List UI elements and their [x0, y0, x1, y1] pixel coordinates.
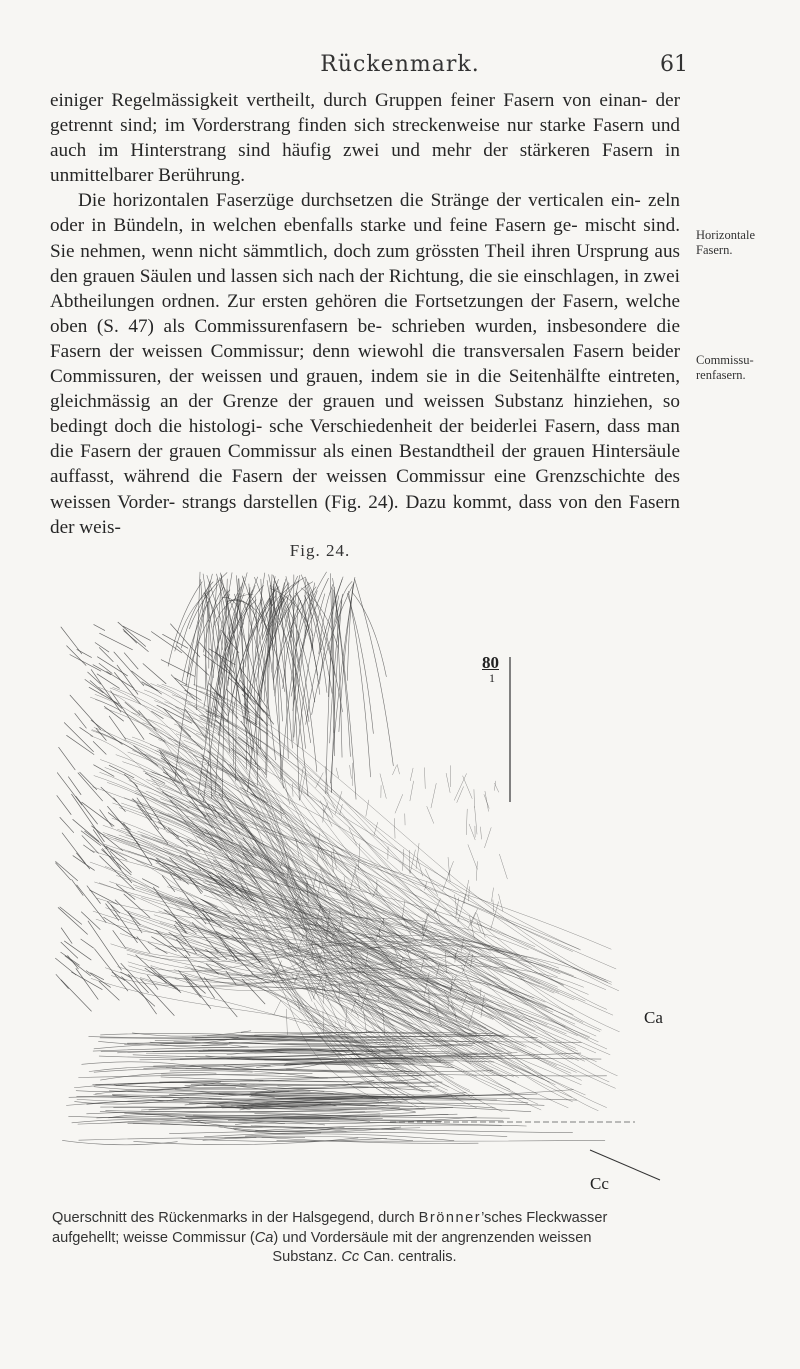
label-cc: Cc: [590, 1174, 609, 1193]
caption-text: ’sches Fleckwasser: [481, 1210, 608, 1226]
fibre-stroke: [81, 912, 100, 930]
fibre-stroke: [350, 765, 352, 778]
fibre-stroke: [320, 801, 332, 827]
fibre-stroke: [59, 747, 75, 769]
fibre-stroke: [448, 857, 450, 881]
caption-line-1: [52, 1209, 677, 1229]
fibre-stroke: [97, 674, 119, 688]
text-line: der grauen und weissen Substanz hinziehen, so bedingt doch die histologi-: [50, 391, 680, 438]
figure-label: Fig. 24.: [289, 541, 351, 560]
fibre-stroke: [286, 1009, 287, 1035]
fibre-stroke: [94, 625, 105, 631]
fibre-stroke: [474, 789, 475, 807]
fibre-stroke: [73, 856, 94, 871]
fibre-stroke: [466, 809, 467, 835]
fibre-stroke: [355, 579, 394, 766]
fibre-stroke: [251, 1126, 573, 1133]
fibre-stroke: [72, 794, 105, 841]
fibre-stroke: [455, 953, 456, 962]
fibre-stroke: [107, 672, 134, 689]
fibre-stroke: [60, 907, 82, 924]
text-line: Fasern in unmittelbarer Berührung.: [50, 140, 680, 187]
fibre-stroke: [463, 776, 472, 799]
fibre-stroke: [107, 902, 119, 913]
fibre-stroke: [123, 629, 137, 643]
text-line: strangs darstellen (Fig. 24). Dazu kommt, dass von den Fasern der weis-: [50, 491, 680, 538]
fibre-stroke: [224, 1060, 337, 1069]
fibre-stroke: [61, 627, 82, 654]
paragraph-1: [50, 88, 680, 188]
label-ca: Ca: [644, 1008, 663, 1027]
fibre-stroke: [469, 824, 475, 840]
fibre-stroke: [243, 601, 275, 760]
fibre-stroke: [170, 1071, 252, 1072]
fibre-stroke: [485, 791, 489, 811]
fibre-stroke: [76, 853, 89, 869]
caption-line-2: [52, 1229, 677, 1249]
text-line: der getrennt sind; im Vorderstrang finden sich streckenweise nur starke: [50, 90, 680, 137]
margin-note-line: Fasern.: [696, 243, 733, 257]
caption-abbrev-cc: Cc: [341, 1249, 360, 1266]
fibre-stroke: [410, 781, 414, 801]
fibre-stroke: [133, 1053, 380, 1057]
text-line: die sie einschlagen, in zwei Abtheilungen ordnen. Zur ersten gehören die: [50, 265, 681, 312]
fibre-stroke: [484, 828, 491, 848]
fibre-stroke: [65, 956, 91, 976]
fibre-stroke: [104, 706, 123, 721]
fibre-stroke: [410, 768, 413, 781]
fibre-stroke: [142, 879, 159, 888]
fibre-stroke: [395, 794, 403, 813]
fibre-stroke: [217, 575, 221, 663]
caption-line-3: [52, 1248, 677, 1268]
fibre-stroke: [458, 895, 466, 922]
fibre-stroke: [168, 738, 439, 1014]
fibre-stroke: [477, 913, 485, 937]
fibre-stroke: [85, 679, 103, 692]
fibre-stroke: [56, 861, 78, 880]
fibre-stroke: [340, 804, 343, 814]
text-line: wiewohl die transversalen Fasern beider Commissuren, der weissen und: [50, 340, 681, 388]
margin-note-line: renfasern.: [696, 368, 746, 382]
fibre-stroke: [80, 727, 93, 736]
magnification-label: 80: [482, 653, 499, 672]
spinal-cord-cross-section-illustration: [50, 562, 670, 1212]
fibre-stroke: [62, 1140, 177, 1144]
running-title: Rückenmark.: [320, 52, 480, 77]
margin-note-horizontal: [696, 228, 796, 258]
margin-note-commissure: [696, 353, 796, 383]
fibre-stroke: [157, 705, 192, 723]
margin-note-line: Commissu-: [696, 353, 754, 367]
fibre-stroke: [161, 1074, 327, 1078]
fibre-stroke: [152, 937, 177, 952]
fibre-stroke: [499, 894, 503, 911]
fibre-stroke: [495, 783, 499, 792]
page-header: [0, 52, 800, 92]
fibre-stroke: [174, 925, 196, 954]
fibre-stroke: [446, 773, 450, 792]
page-number: 61: [660, 52, 688, 77]
fibre-stroke: [122, 977, 155, 1006]
text-line: einiger Regelmässigkeit vertheilt, durch Gruppen feiner Fasern von einan-: [50, 90, 648, 111]
fibre-stroke: [355, 870, 360, 890]
fibre-stroke: [480, 827, 481, 839]
fibre-stroke: [324, 796, 333, 817]
fibre-stroke: [100, 633, 133, 649]
fibre-stroke: [431, 783, 436, 808]
body-text: [50, 88, 680, 540]
fibre-stroke: [68, 777, 81, 795]
fibre-stroke: [499, 854, 507, 879]
fibre-stroke: [454, 774, 466, 801]
fibre-stroke: [61, 952, 80, 965]
fibre-stroke: [84, 845, 95, 853]
fibre-stroke: [70, 655, 101, 671]
fibre-stroke: [81, 939, 94, 948]
magnification-denominator: 1: [489, 671, 495, 685]
text-line: sche Verschiedenheit der beiderlei Fasern, dass man die Fasern der grauen: [50, 416, 680, 463]
fibre-stroke: [90, 890, 118, 904]
fibre-stroke: [469, 887, 470, 901]
fibre-stroke: [336, 768, 338, 778]
fibre-stroke: [75, 713, 86, 728]
fibre-stroke: [427, 806, 434, 823]
fibre-stroke: [79, 1138, 256, 1140]
fibre-stroke: [392, 766, 396, 775]
fibre-stroke: [82, 802, 114, 826]
fibre-stroke: [60, 817, 74, 832]
fibre-stroke: [394, 818, 395, 838]
text-line: mischt sind. Sie nehmen, wenn nicht sämmtlich, doch zum grössten Theil: [50, 215, 680, 262]
fibre-stroke: [476, 862, 477, 881]
fibre-stroke: [347, 593, 373, 733]
fibre-stroke: [202, 1068, 493, 1072]
fibre-stroke: [416, 843, 419, 868]
fibre-stroke: [163, 634, 188, 648]
fibre-stroke: [93, 665, 111, 675]
fibre-stroke: [108, 813, 130, 830]
caption-person-name: Brönner: [418, 1210, 482, 1226]
figure-24: [50, 562, 670, 1212]
fibre-stroke: [114, 798, 126, 812]
fibre-stroke: [417, 858, 422, 876]
text-line: ihren Ursprung aus den grauen Säulen und lassen sich nach der Richtung,: [50, 240, 680, 287]
fibre-stroke: [72, 880, 83, 896]
fibre-stroke: [114, 652, 144, 686]
fibre-stroke: [82, 836, 98, 854]
paragraph-2: [50, 188, 680, 539]
fibre-stroke: [133, 1120, 329, 1123]
fibre-stroke: [124, 653, 138, 669]
fibre-stroke: [118, 622, 146, 646]
caption-text: Substanz.: [272, 1249, 338, 1266]
fibre-stroke: [397, 764, 399, 774]
fibre-stroke: [424, 913, 429, 927]
text-line: Fasern und auch im Hinterstrang sind häufig zwei und mehr der stärkeren: [50, 115, 681, 162]
margin-note-line: Horizontale: [696, 228, 756, 242]
text-line: Fortsetzungen der Fasern, welche oben (S. 47) als Commissurenfasern be-: [50, 290, 680, 337]
fibre-stroke: [296, 592, 319, 695]
fibre-stroke: [91, 973, 104, 980]
fibre-stroke: [128, 974, 156, 1013]
text-line: schrieben wurden, insbesondere die Fasern der weissen Commissur; denn: [50, 315, 680, 362]
caption-text: Querschnitt des Rückenmarks in der Halsgegend, durch: [52, 1210, 415, 1226]
caption-text: aufgehellt; weisse Commissur (: [52, 1229, 255, 1246]
caption-abbrev-ca: Ca: [254, 1229, 274, 1246]
fibre-stroke: [73, 819, 99, 841]
fibre-stroke: [61, 928, 72, 943]
fibre-stroke: [185, 690, 201, 700]
text-line: Commissur als einen Bestandtheil der grauen Hintersäule auffasst, während: [50, 441, 681, 488]
caption-text: Can. centralis.: [363, 1249, 457, 1266]
fibre-stroke: [67, 646, 86, 666]
fibre-stroke: [104, 917, 138, 939]
fibre-stroke: [403, 849, 404, 870]
fibre-stroke: [100, 810, 113, 827]
fibre-stroke: [352, 592, 386, 677]
fibre-stroke: [204, 655, 233, 676]
fibre-stroke: [274, 1001, 281, 1015]
text-line: grauen, indem sie in die Seitenhälfte eintreten, gleichmässig an der Grenze: [50, 366, 680, 413]
text-line: zeln oder in Bündeln, in welchen ebenfalls starke und feine Fasern ge-: [50, 190, 681, 237]
fibre-stroke: [143, 664, 166, 684]
text-line: Die horizontalen Faserzüge durchsetzen die Stränge der verticalen ein-: [78, 190, 641, 212]
fibre-stroke: [491, 888, 493, 902]
fibre-stroke: [76, 796, 98, 824]
figure-caption: [52, 1209, 677, 1268]
fibre-stroke: [62, 833, 85, 863]
fibre-stroke: [56, 863, 71, 880]
fibre-stroke: [164, 709, 191, 737]
fibre-stroke: [61, 980, 91, 1011]
fibre-stroke: [334, 590, 351, 757]
fibre-stroke: [93, 741, 106, 754]
fibre-stroke: [70, 695, 101, 729]
fibre-stroke: [57, 773, 82, 805]
text-line: die Fasern der weissen Commissur eine Grenzschichte des weissen Vorder-: [50, 466, 681, 513]
fibre-stroke: [273, 1091, 512, 1095]
fibre-stroke: [57, 796, 71, 815]
fibre-stroke: [468, 845, 477, 870]
fibre-stroke: [424, 768, 425, 789]
caption-text: ) und Vordersäule mit der angrenzenden weissen: [273, 1229, 592, 1246]
fibre-stroke: [457, 787, 464, 803]
fibre-stroke: [79, 1073, 313, 1077]
fibre-stroke: [374, 822, 378, 835]
fibre-stroke: [95, 700, 504, 1038]
fibre-stroke: [86, 971, 110, 988]
